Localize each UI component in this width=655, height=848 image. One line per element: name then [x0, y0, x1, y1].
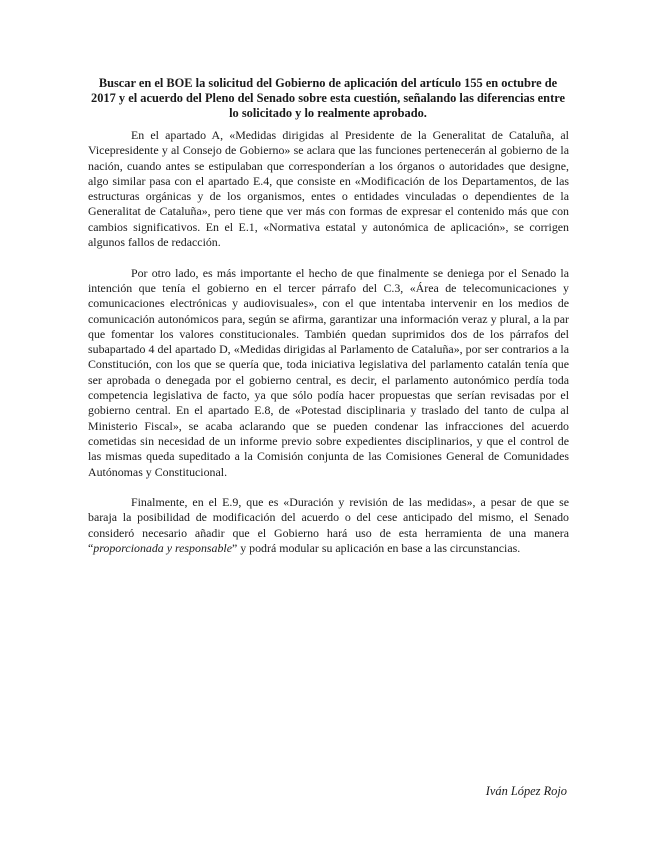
paragraph-3-emphasis: proporcionada y responsable: [93, 541, 232, 556]
document-body: [88, 128, 569, 572]
paragraph-3: [88, 495, 569, 556]
paragraph-3-text-before: Finalmente, en el E.9, que es «Duración y revisión de las medidas», a pesar de que se baraja la posibilidad de modificación del acuerdo o del cese anticipado del mismo, el Senado consideró necesario añadir que el Gobierno hará uso de esta herramienta de una manera “: [88, 495, 569, 556]
author-signature: Iván López Rojo: [485, 784, 567, 798]
document-title: Buscar en el BOE la solicitud del Gobierno de aplicación del artículo 155 en octubre de 2017 y el acuerdo del Pleno del Senado sobre esta cuestión, señalando las diferencias entre lo solicitado y lo realmente aprobado.: [91, 76, 565, 120]
paragraph-3-text-after: ” y podrá modular su aplicación en base a las circunstancias.: [232, 541, 521, 556]
paragraph-2: Por otro lado, es más importante el hecho de que finalmente se deniega por el Senado la intención que tenía el gobierno en el tercer párrafo del C.3, «Área de telecomunicaciones y comunicaciones electrónicas y audiovisuales», con el que intentaba intervenir en los medios de comunicación autonómicos para, según se afirma, garantizar una información veraz y plural, a la par que fomentar los valores constitucionales. También quedan suprimidos dos de los párrafos del subapartado 4 del apartado D, «Medidas dirigidas al Parlamento de Cataluña», por ser contrarios a la Constitución, con los que se quería que, toda iniciativa legislativa del parlamento catalán tenía que ser aprobada o denegada por el gobierno central, es decir, el parlamento autonómico perdía toda competencia legislativa de facto, ya que sólo podía hacer propuestas que serían revisadas por el gobierno central. En el apartado E.8, de «Potestad disciplinaria y traslado del tanto de culpa al Ministerio Fiscal», se acaba aclarando que se pueden condenar las infracciones del acuerdo cometidas sin necesidad de un informe previo sobre expedientes disciplinarios, y que el control de las mismas queda supeditado a la Comisión conjunta de las Comisiones General de Comunidades Autónomas y Constitucional.: [88, 265, 569, 479]
paragraph-1: En el apartado A, «Medidas dirigidas al Presidente de la Generalitat de Cataluña, al Vicepresidente y al Consejo de Gobierno» se aclara que las funciones pertenecerán al gobierno de la nación, cuando antes se estipulaban que corresponderían a los órganos o autoridades que designe, algo similar pasa con el apartado E.4, que consiste en «Modificación de los Departamentos, de las estructuras orgánicas y de los organismos, entes o entidades vinculadas o dependientes de la Generalitat de Cataluña», pero tiene que ver más con formas de expresar el contenido más que con cambios significativos. En el E.1, «Normativa estatal y autonómica de aplicación», se corrigen algunos fallos de redacción.: [88, 128, 569, 250]
